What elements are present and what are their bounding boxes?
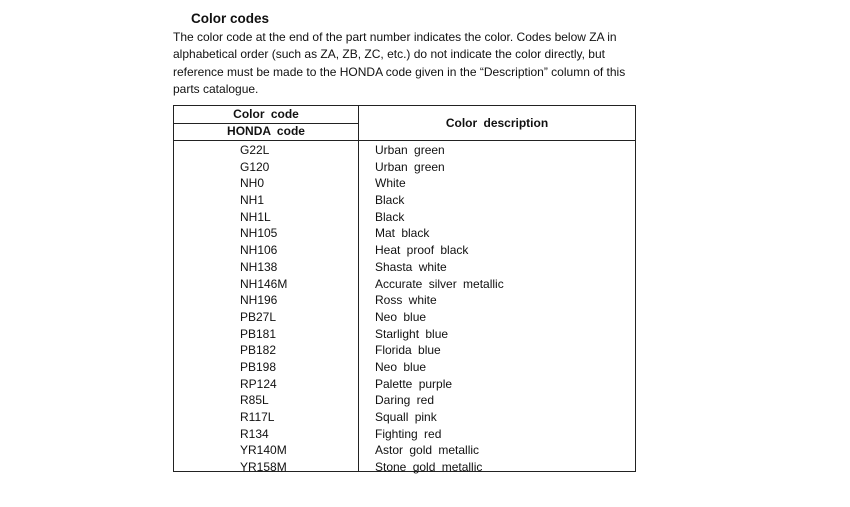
color-description: Squall pink	[375, 410, 437, 424]
intro-paragraph: The color code at the end of the part number indicates the color. Codes below ZA in alphabetical order (such as ZA, ZB, ZC, etc.) do not indicate the color directly, but reference must be made to the HONDA code given in the “Description” column of this parts catalogue.	[173, 30, 626, 96]
color-description: Shasta white	[375, 259, 447, 274]
honda-code: PB182	[240, 343, 277, 358]
honda-code: NH105	[240, 226, 278, 241]
table-row	[174, 309, 635, 326]
color-description: Stone gold metallic	[375, 460, 483, 475]
honda-code: NH106	[240, 243, 278, 258]
table-row	[174, 159, 635, 176]
table-row	[174, 225, 635, 242]
color-description: White	[375, 176, 406, 191]
honda-code: NH1	[240, 193, 265, 208]
color-code-table	[173, 105, 636, 475]
honda-code: RP124	[240, 376, 277, 391]
table-row	[174, 459, 635, 476]
color-description: Florida blue	[375, 343, 441, 358]
color-description: Neo blue	[375, 359, 427, 374]
table-row	[174, 276, 635, 293]
color-description: Urban green	[375, 143, 445, 157]
color-description: Urban green	[375, 159, 445, 174]
table-row	[174, 392, 635, 409]
honda-code: NH196	[240, 293, 278, 308]
honda-code: PB198	[240, 359, 277, 374]
honda-code: R134	[240, 426, 269, 441]
color-description: Neo blue	[375, 309, 427, 324]
color-description: Black	[375, 193, 405, 208]
honda-code: YR158M	[240, 460, 287, 475]
table-row	[174, 376, 635, 393]
table-row	[174, 242, 635, 259]
honda-code: G22L	[240, 143, 270, 157]
table-row	[174, 192, 635, 209]
color-description: Black	[375, 209, 405, 224]
header-honda-code: HONDA code	[174, 123, 358, 141]
honda-code: NH146M	[240, 276, 288, 291]
honda-code: R85L	[240, 393, 269, 408]
table-row	[174, 342, 635, 359]
header-color-code: Color code	[174, 106, 358, 124]
table-row	[174, 409, 635, 426]
honda-code: PB27L	[240, 309, 277, 324]
color-description: Mat black	[375, 226, 430, 241]
honda-code: R117L	[240, 410, 275, 424]
table-row	[174, 259, 635, 276]
honda-code: PB181	[240, 326, 277, 341]
header-color-description: Color description	[359, 106, 635, 141]
honda-code: YR140M	[240, 443, 287, 458]
table-row	[174, 292, 635, 309]
color-description: Daring red	[375, 393, 435, 408]
color-description: Astor gold metallic	[375, 443, 480, 458]
honda-code: NH138	[240, 259, 278, 274]
table-row	[174, 442, 635, 459]
color-description: Accurate silver metallic	[375, 276, 504, 291]
table-row	[174, 326, 635, 343]
table-row	[174, 359, 635, 376]
color-description: Fighting red	[375, 426, 442, 441]
honda-code: G120	[240, 159, 270, 174]
table-body	[174, 142, 635, 476]
honda-code: NH0	[240, 176, 265, 191]
color-description: Heat proof black	[375, 243, 469, 258]
honda-code: NH1L	[240, 209, 271, 224]
table-row	[174, 209, 635, 226]
color-description: Starlight blue	[375, 326, 449, 341]
section-title: Color codes	[191, 11, 270, 26]
table-row	[174, 426, 635, 443]
table-row	[174, 142, 635, 159]
color-description: Ross white	[375, 293, 437, 308]
color-description: Palette purple	[375, 376, 453, 391]
table-row	[174, 175, 635, 192]
